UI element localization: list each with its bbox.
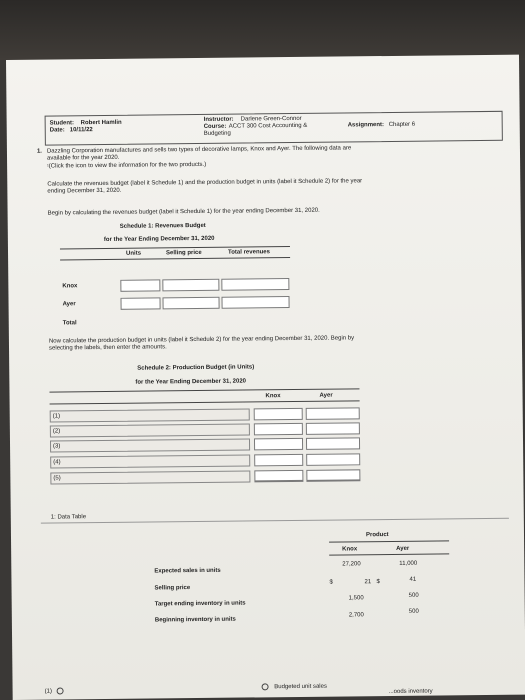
background-top: [0, 0, 525, 60]
instructor-name: Darlene Green-Connor: [240, 115, 302, 123]
data-knox-value: 2,700: [348, 612, 364, 619]
schedule2-instruction-line1: Now calculate the production budget in units (label it Schedule 2) for the year ending December 31, 2020. Begin by: [48, 335, 355, 345]
student-name: Robert Hamlin: [80, 119, 122, 127]
schedule1-col-total: Total revenues: [227, 249, 270, 256]
worksheet-page: [6, 55, 525, 700]
data-knox-value: 27,200: [342, 561, 361, 568]
schedule2-ayer-input-3[interactable]: [306, 437, 360, 450]
data-row-label: Expected sales in units: [154, 567, 221, 575]
schedule1-col-units: Units: [126, 250, 142, 257]
schedule1-title: Schedule 1: Revenues Budget: [119, 222, 206, 230]
schedule2-row-label: (3): [53, 443, 61, 450]
task-line1: Calculate the revenues budget (label it Schedule 1) and the production budget in units (label it Schedule 2) for the year: [47, 178, 363, 188]
assignment-header: [45, 111, 503, 146]
problem-intro-line1: Dazzling Corporation manufactures and sells two types of decorative lamps, Knox and Ayer. The following data are: [46, 145, 352, 155]
option-goods-inventory-partial[interactable]: ...oods inventory: [388, 688, 433, 696]
schedule1-row-knox: Knox: [62, 283, 78, 290]
student-label: Student:: [49, 120, 75, 127]
data-table-product-header: Product: [365, 532, 389, 539]
schedule2-label-select-1[interactable]: [50, 408, 250, 422]
data-table-label: 1: Data Table: [50, 514, 87, 521]
schedule2-knox-input-5[interactable]: [254, 470, 303, 483]
schedule2-label-select-2[interactable]: [50, 423, 250, 437]
option-number: (1): [44, 688, 52, 695]
data-table-rule-header: [329, 553, 449, 555]
knox-revenue-input[interactable]: [221, 278, 289, 291]
assignment-label: Assignment:: [347, 122, 385, 129]
ayer-price-input[interactable]: [162, 297, 219, 310]
problem-intro-line2: available for the year 2020.: [47, 154, 120, 162]
schedule1-rule-header: [60, 257, 290, 260]
knox-price-input[interactable]: [162, 279, 219, 292]
info-link[interactable]: [47, 162, 206, 170]
schedule2-label-select-5[interactable]: [50, 470, 250, 484]
schedule1-subtitle: for the Year Ending December 31, 2020: [103, 235, 215, 243]
data-row-label: Beginning inventory in units: [154, 616, 236, 624]
problem-number: 1.: [36, 148, 43, 155]
schedule2-ayer-input-4[interactable]: [306, 453, 360, 466]
schedule2-ayer-input-5[interactable]: [306, 469, 360, 482]
data-ayer-value: 41: [409, 576, 417, 583]
data-row-label: Selling price: [154, 585, 191, 592]
schedule2-row-label: (5): [53, 475, 61, 482]
schedule2-row-label: (4): [53, 459, 61, 466]
info-link-text[interactable]: (Click the icon to view the information for the two products.): [48, 161, 207, 170]
schedule2-label-select-4[interactable]: [50, 454, 250, 468]
schedule2-col-knox: Knox: [265, 393, 281, 400]
schedule2-row-label: (2): [52, 428, 61, 435]
course-label: Course:: [203, 123, 227, 130]
ayer-revenue-input[interactable]: [221, 296, 289, 309]
schedule1-col-price: Selling price: [166, 249, 202, 257]
info-icon[interactable]: ¹: [47, 163, 49, 170]
schedule1-row-ayer: Ayer: [62, 301, 76, 308]
knox-units-input[interactable]: [120, 279, 160, 291]
schedule2-knox-input-4[interactable]: [254, 454, 303, 467]
radio-icon[interactable]: [262, 683, 269, 690]
data-currency-symbol: $: [329, 579, 333, 586]
ayer-units-input[interactable]: [120, 297, 160, 309]
data-currency-symbol: $: [376, 579, 380, 586]
schedule1-row-total: Total: [62, 320, 77, 327]
data-ayer-value: 500: [408, 592, 419, 599]
option-label: Budgeted unit sales: [274, 683, 328, 691]
schedule2-ayer-input-1[interactable]: [306, 407, 360, 420]
data-table-rule-top: [329, 540, 449, 542]
schedule2-instruction-line2: selecting the labels, then enter the amounts.: [48, 344, 167, 352]
schedule2-subtitle: for the Year Ending December 31, 2020: [135, 378, 247, 386]
answer-option-group: [45, 687, 64, 694]
schedule2-rule-top: [49, 388, 359, 392]
data-ayer-value: 500: [408, 608, 419, 615]
schedule2-knox-input-1[interactable]: [254, 408, 303, 421]
course-name: ACCT 300 Cost Accounting &: [228, 122, 308, 130]
schedule2-rule-header: [50, 400, 360, 404]
data-ayer-value: 11,000: [399, 560, 418, 567]
assignment-value: Chapter 6: [388, 121, 416, 128]
schedule2-row-label: (1): [52, 413, 61, 420]
course-name-line2: Budgeting: [203, 130, 231, 137]
option-radio-blank[interactable]: [57, 687, 64, 694]
date-label: Date:: [49, 127, 65, 134]
schedule2-knox-input-2[interactable]: [254, 423, 303, 436]
data-table-col-ayer: Ayer: [396, 545, 410, 552]
data-knox-value: 21: [364, 579, 372, 586]
begin-instruction: Begin by calculating the revenues budget (label it Schedule 1) for the year ending December 31, 2020.: [47, 207, 320, 217]
instructor-label: Instructor:: [203, 116, 234, 123]
schedule2-title: Schedule 2: Production Budget (in Units): [137, 364, 255, 372]
schedule2-label-select-3[interactable]: [50, 438, 250, 452]
task-line2: ending December 31, 2020.: [47, 187, 122, 195]
data-row-label: Target ending inventory in units: [154, 600, 246, 608]
data-table-divider: [41, 518, 509, 524]
schedule2-knox-input-3[interactable]: [254, 438, 303, 451]
data-knox-value: 1,500: [348, 595, 364, 602]
data-table-col-knox: Knox: [342, 546, 358, 553]
date-value: 10/11/22: [69, 127, 93, 134]
schedule2-ayer-input-2[interactable]: [306, 422, 360, 435]
option-budgeted-unit-sales[interactable]: [259, 683, 327, 691]
schedule2-col-ayer: Ayer: [319, 392, 333, 399]
